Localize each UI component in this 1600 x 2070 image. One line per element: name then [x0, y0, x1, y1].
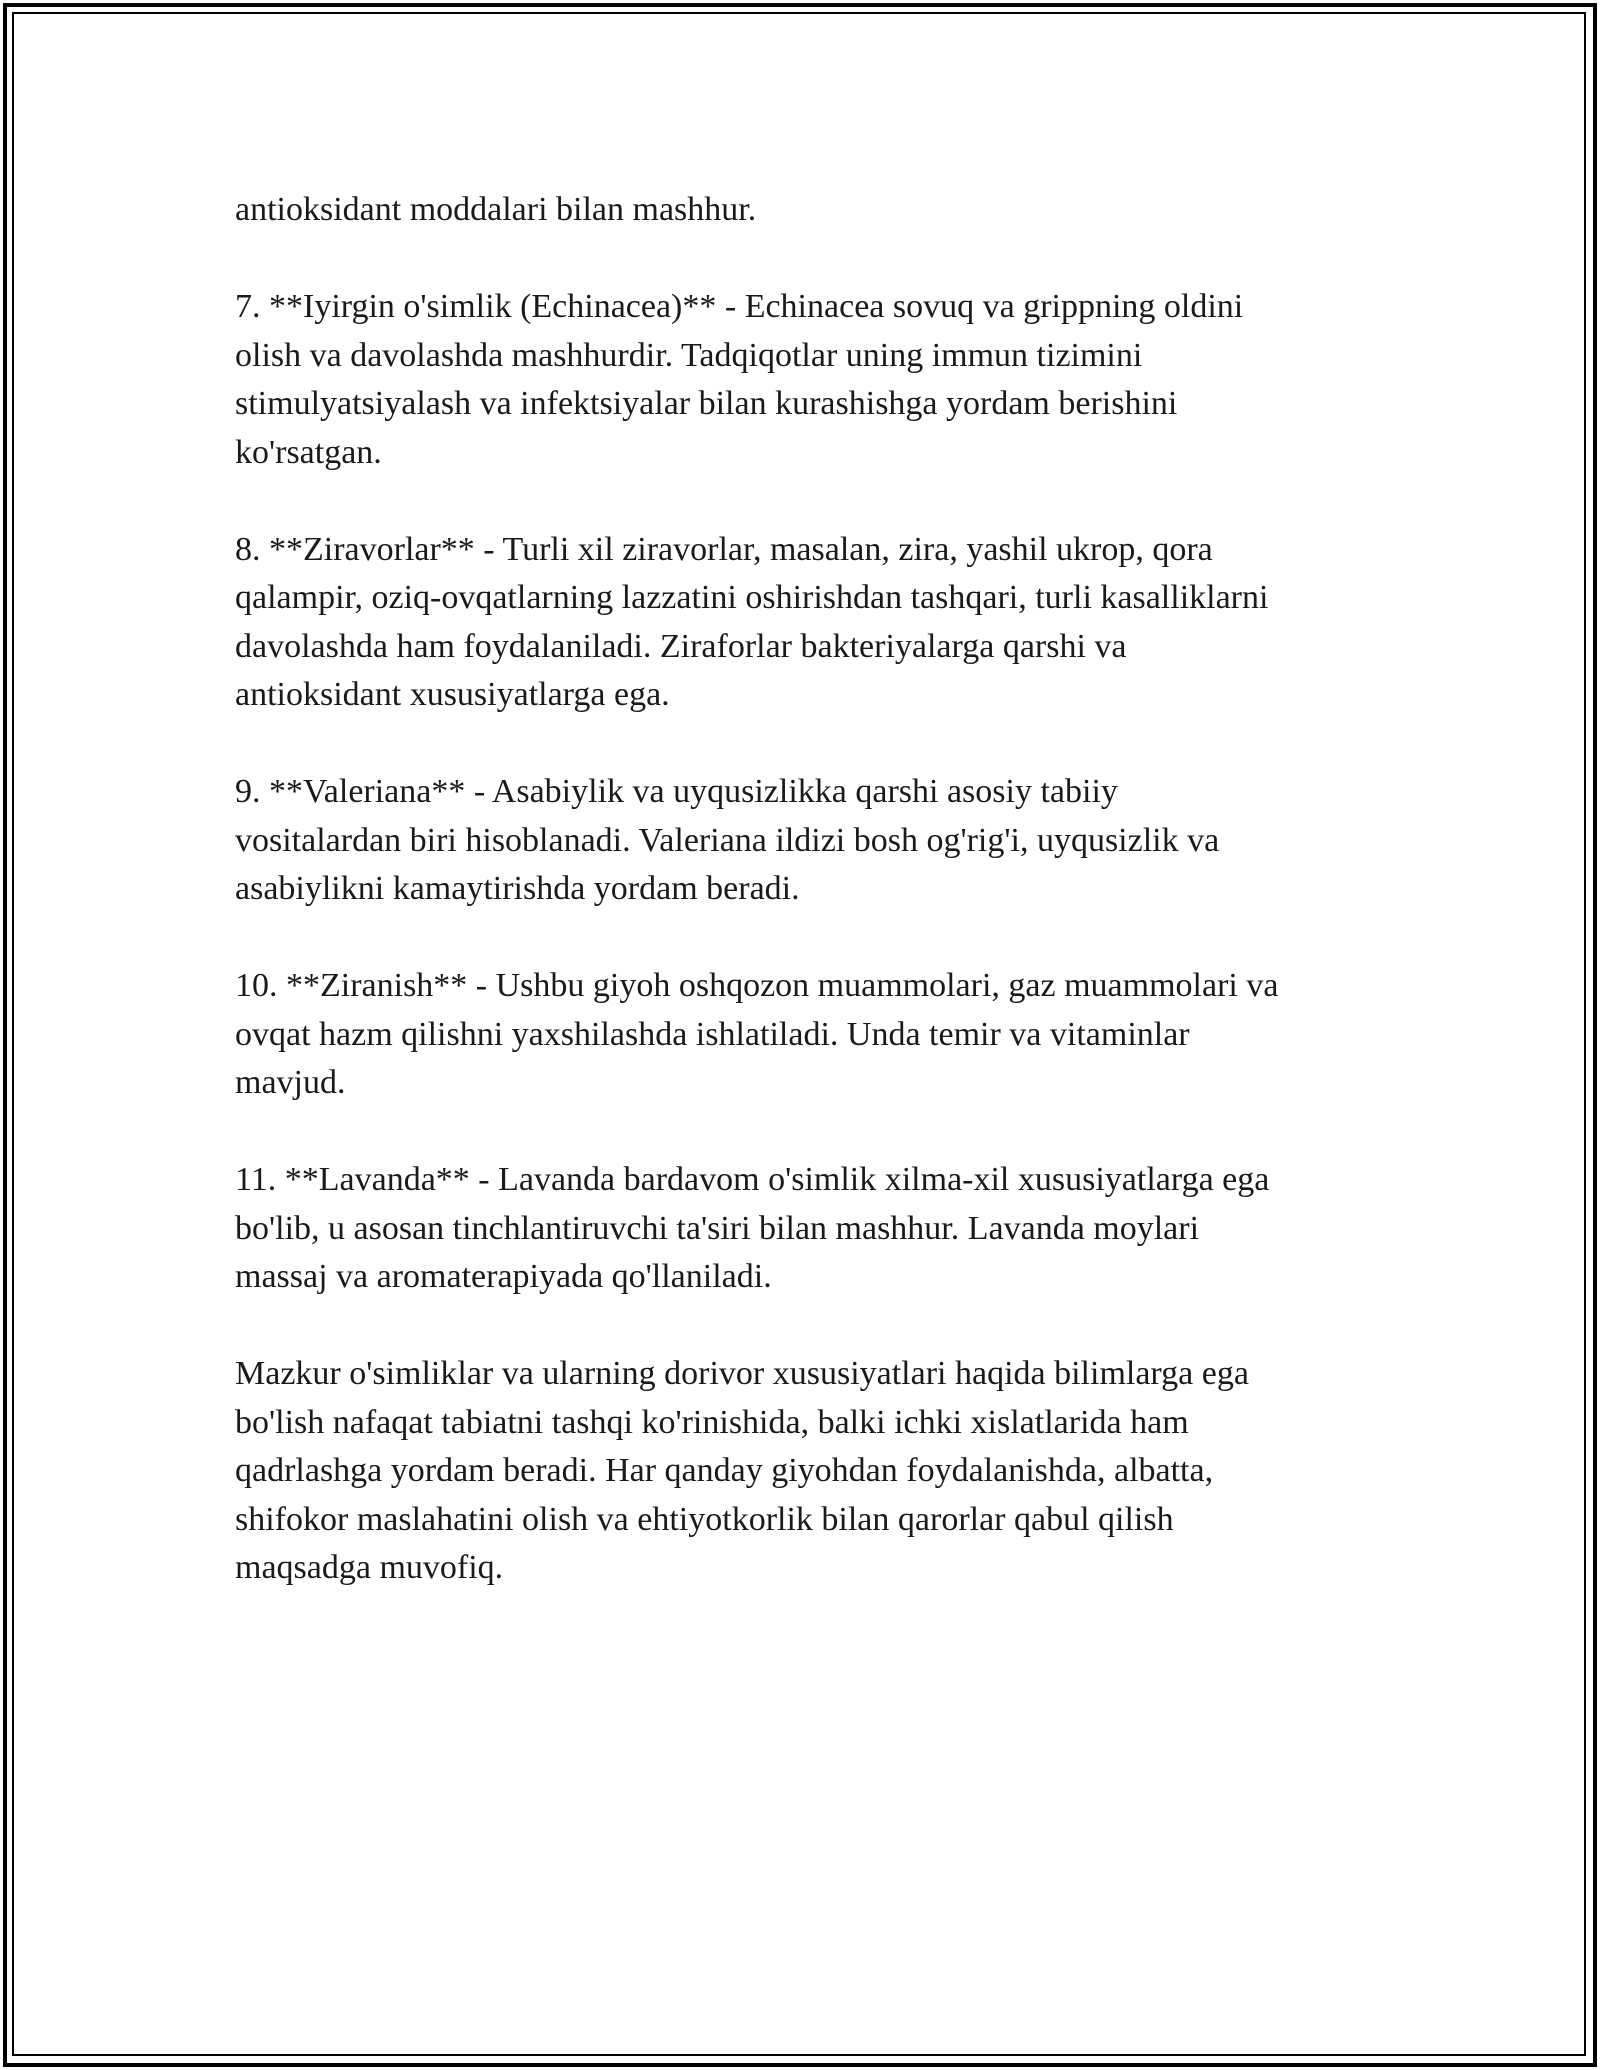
paragraph-intro-continuation: antioksidant moddalari bilan mashhur.: [235, 191, 757, 228]
paragraph-conclusion: Mazkur o'simliklar va ularning dorivor xususiyatlari haqida bilimlarga ega bo'lish nafaqat tabiatni tashqi ko'rinishida, balki ichki xislatlarida ham qadrlashga yordam beradi. Har qanday giyohdan foydalanishda, albatta, shifokor maslahatini olish va ehtiyotkorlik bilan qarorlar qabul qilish maqsadga muvofiq.: [235, 1355, 1249, 1586]
paragraph-item-8-ziravorlar: 8. **Ziravorlar** - Turli xil ziravorlar, masalan, zira, yashil ukrop, qora qalampir, oziq-ovqatlarning lazzatini oshirishdan tashqari, turli kasalliklarni davolashda ham foydalaniladi. Ziraforlar bakteriyalarga qarshi va antioksidant xususiyatlarga ega.: [235, 530, 1269, 713]
paragraph-item-10-ziranish: 10. **Ziranish** - Ushbu giyoh oshqozon muammolari, gaz muammolari va ovqat hazm qilishni yaxshilashda ishlatiladi. Unda temir va vitaminlar mavjud.: [235, 967, 1279, 1101]
paragraph-item-7-echinacea: 7. **Iyirgin o'simlik (Echinacea)** - Echinacea sovuq va grippning oldini olish va davolashda mashhurdir. Tadqiqotlar uning immun tizimini stimulyatsiyalash va infektsiyalar bilan kurashishga yordam berishini ko'rsatgan.: [235, 288, 1244, 471]
paragraph-item-9-valeriana: 9. **Valeriana** - Asabiylik va uyqusizlikka qarshi asosiy tabiiy vositalardan biri hisoblanadi. Valeriana ildizi bosh og'rig'i, uyqusizlik va asabiylikni kamaytirishda yordam beradi.: [235, 773, 1220, 907]
paragraph-item-11-lavanda: 11. **Lavanda** - Lavanda bardavom o'simlik xilma-xil xususiyatlarga ega bo'lib, u asosan tinchlantiruvchi ta'siri bilan mashhur. Lavanda moylari massaj va aromaterapiyada qo'llaniladi.: [235, 1161, 1270, 1295]
document-body: [235, 186, 1385, 1641]
